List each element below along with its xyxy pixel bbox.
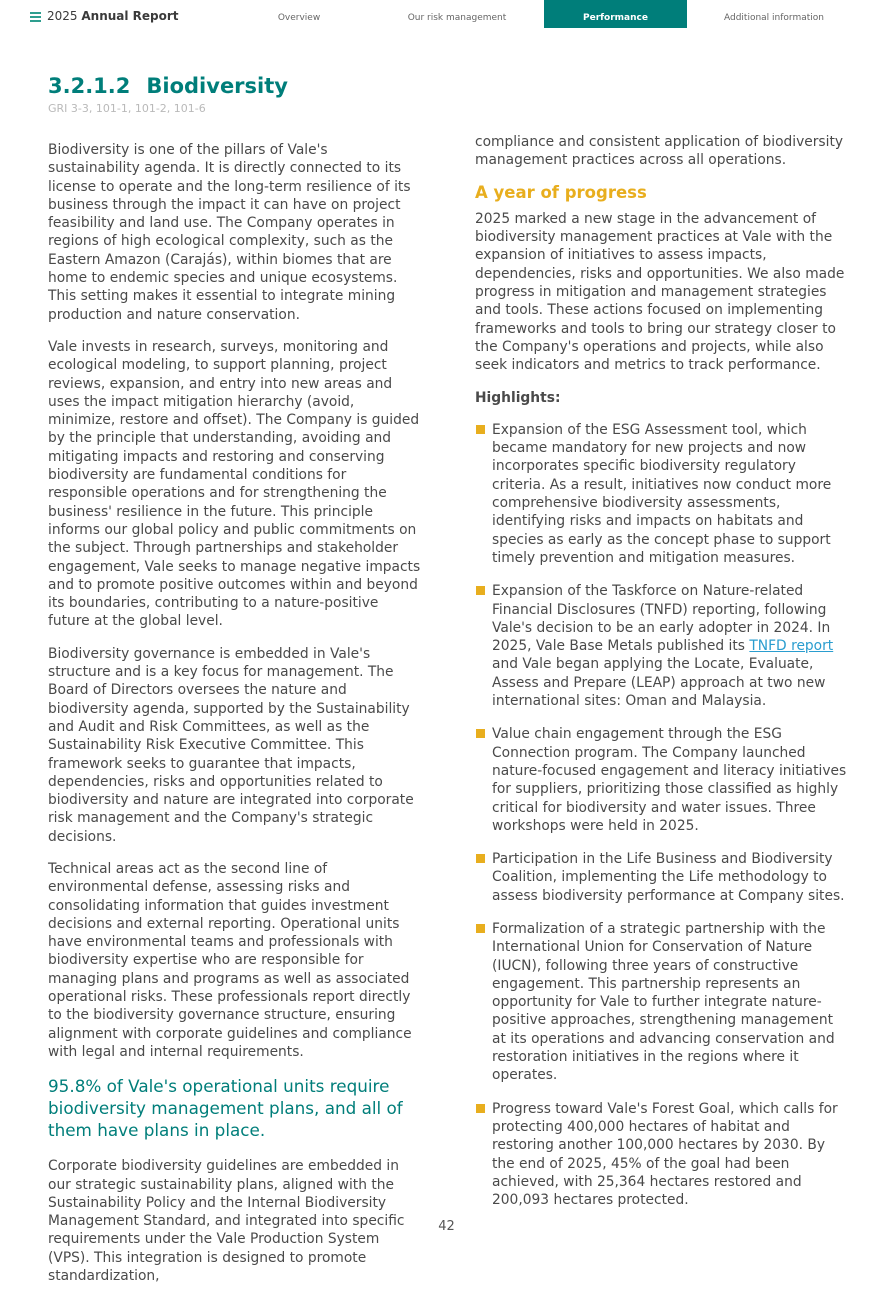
tab-performance[interactable]: Performance (544, 0, 687, 28)
report-year: 2025 (47, 9, 78, 23)
paragraph: Biodiversity governance is embedded in Vale's structure and is a key focus for management. The Board of Directors oversees the nature and biodiversity agenda, supported by the Sustainability and Audit and Risk Committees, as well as the Sustainability Risk Executive Committee. This framework seeks to guarantee that impacts, dependencies, risks and opportunities related to biodiversity and nature are integrated into corporate risk management and the Company's strategic decisions. (48, 645, 414, 845)
report-title: Annual Report (81, 9, 179, 23)
section-title: Biodiversity (146, 74, 288, 98)
square-bullet-icon (476, 586, 485, 595)
report-brand[interactable] (47, 9, 179, 23)
square-bullet-icon (476, 1104, 485, 1113)
square-bullet-icon (476, 729, 485, 738)
list-item-text: Participation in the Life Business and Biodiversity Coalition, implementing the Life methodology to assess biodiversity performance at Company sites. (492, 851, 845, 904)
paragraph: Technical areas act as the second line of environmental defense, assessing risks and consolidating information that guides investment decisions and external reporting. Operational units have environmental teams and professionals with biodiversity expertise who are responsible for managing plans and programs as well as associated operational risks. These professionals report directly to the biodiversity governance structure, ensuring alignment with corporate guidelines and compliance with legal and internal requirements. (48, 860, 412, 1060)
square-bullet-icon (476, 425, 485, 434)
list-item (475, 421, 850, 567)
highlight-callout: 95.8% of Vale's operational units require biodiversity management plans, and all of them have plans in place. (48, 1076, 403, 1141)
paragraph: Vale invests in research, surveys, monitoring and ecological modeling, to support planning, project reviews, expansion, and entry into new areas and uses the impact mitigation hierarchy (avoid, minimize, restore and offset). The Company is guided by the principle that understanding, avoiding and mitigating impacts and restoring and conserving biodiversity are fundamental conditions for responsible operations and for strengthening the business' resilience in the future. This principle informs our global policy and public commitments on the subject. Through partnerships and stakeholder engagement, Vale seeks to manage negative impacts and to promote positive outcomes within and beyond its boundaries, contributing to a nature-positive future at the global level. (48, 338, 421, 630)
list-item-text: Value chain engagement through the ESG Connection program. The Company launched nature-focused engagement and literacy initiatives for suppliers, prioritizing those classified as highly critical for biodiversity and water issues. Three workshops were held in 2025. (492, 726, 847, 834)
list-item-text: Progress toward Vale's Forest Goal, which calls for protecting 400,000 hectares of habitat and restoring another 100,000 hectares by 2030. By the end of 2025, 45% of the goal had been achieved, with 25,364 hectares restored and 200,093 hectares protected. (492, 1100, 838, 1209)
list-item (475, 725, 850, 835)
tnfd-report-link[interactable]: TNFD report (749, 638, 834, 655)
list-item-text: Formalization of a strategic partnership with the International Union for Conservation of Nature (IUCN), following three years of constructive engagement. This partnership represents an opportunity for Vale to further integrate nature-positive approaches, strengthening management at its operations and advancing conservation and restoration initiatives in the regions where it operates. (492, 920, 835, 1084)
list-item-text-after: and Vale began applying the Locate, Evaluate, Assess and Prepare (LEAP) approach at two new international sites: Oman and Malaysia. (492, 656, 826, 710)
subheading-year-of-progress: A year of progress (475, 182, 647, 202)
paragraph: 2025 marked a new stage in the advancement of biodiversity management practices at Vale with the expansion of initiatives to assess impacts, dependencies, risks and opportunities. We also made progress in mitigation and management strategies and tools. These actions focused on implementing frameworks and tools to bring our strategy closer to the Company's operations and projects, while also seek indicators and metrics to track performance. (475, 210, 845, 374)
tab-overview[interactable]: Overview (277, 13, 321, 23)
paragraph: Corporate biodiversity guidelines are embedded in our strategic sustainability plans, aligned with the Sustainability Policy and the Internal Biodiversity Management Standard, and integrated into specific requirements under the Vale Production System (VPS). This integration is designed to promote standardization, (48, 1158, 405, 1285)
list-item (475, 920, 850, 1085)
tab-our-risk-management[interactable]: Our risk management (407, 13, 507, 23)
highlights-label: Highlights: (475, 389, 561, 406)
list-item (475, 582, 850, 710)
square-bullet-icon (476, 924, 485, 933)
hamburger-menu-icon[interactable] (30, 12, 41, 22)
page-number: 42 (438, 1219, 455, 1234)
highlights-list (475, 421, 850, 1210)
tab-additional-information[interactable]: Additional information (724, 13, 824, 23)
paragraph: compliance and consistent application of biodiversity management practices across all operations. (475, 134, 844, 169)
list-item (475, 850, 850, 905)
list-item (475, 1100, 850, 1210)
left-column (48, 141, 422, 1299)
list-item-text: Expansion of the ESG Assessment tool, which became mandatory for new projects and now incorporates specific biodiversity regulatory criteria. As a result, initiatives now conduct more comprehensive biodiversity assessments, identifying risks and impacts on habitats and species as early as the concept phase to support timely prevention and mitigation measures. (492, 421, 832, 566)
square-bullet-icon (476, 854, 485, 863)
list-item-text-before: Expansion of the Taskforce on Nature-related Financial Disclosures (TNFD) reporting, following Vale's decision to be an early adopter in 2024. In 2025, Vale Base Metals published its (492, 583, 831, 655)
gri-references: GRI 3-3, 101-1, 101-2, 101-6 (48, 102, 206, 115)
section-heading (48, 74, 288, 98)
section-number: 3.2.1.2 (48, 74, 131, 98)
right-column (475, 133, 850, 1224)
top-navigation-bar (0, 0, 893, 34)
paragraph: Biodiversity is one of the pillars of Vale's sustainability agenda. It is directly connected to its license to operate and the long-term resilience of its business through the impact it can have on project feasibility and land use. The Company operates in regions of high ecological complexity, such as the Eastern Amazon (Carajás), within biomes that are home to endemic species and unique ecosystems. This setting makes it essential to integrate mining production and nature conservation. (48, 142, 411, 323)
